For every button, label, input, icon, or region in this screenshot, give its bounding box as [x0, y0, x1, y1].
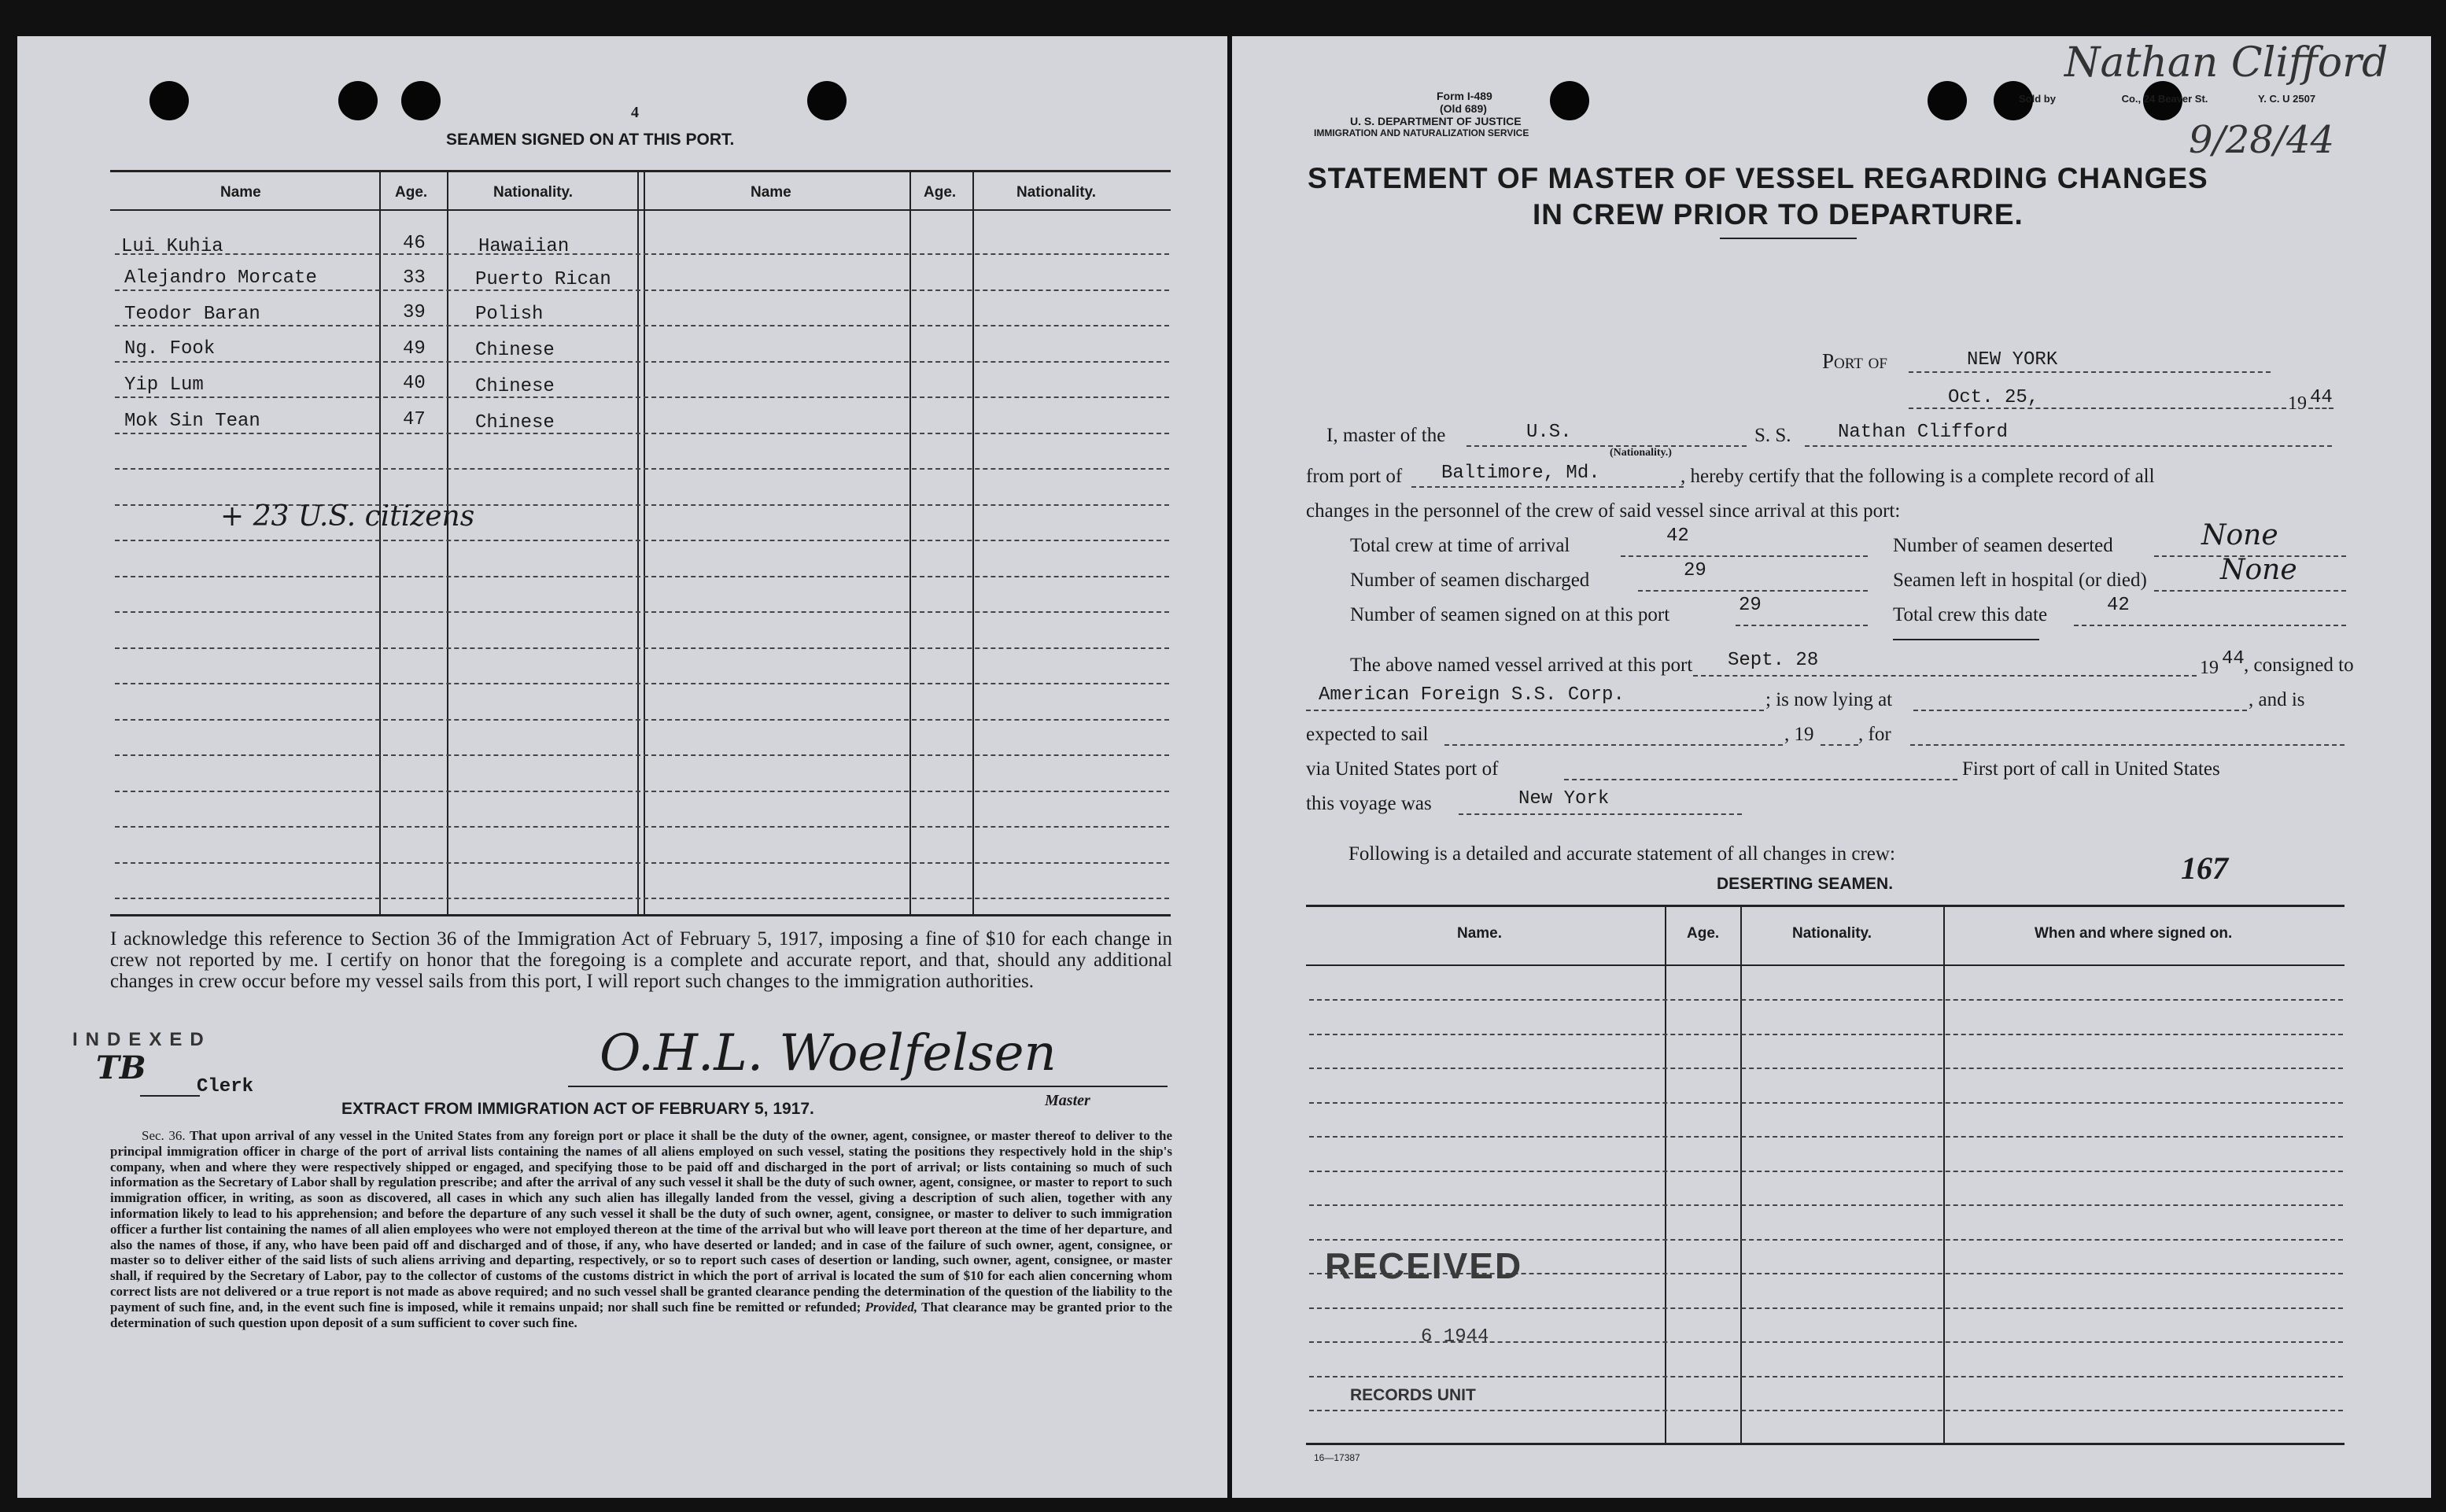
form-title-line1: STATEMENT OF MASTER OF VESSEL REGARDING CHANGES — [1308, 162, 2208, 194]
row-rule — [1309, 1239, 2343, 1241]
left-page — [17, 36, 1227, 1498]
row-rule — [1309, 1376, 2343, 1377]
ss-label: S. S. — [1754, 425, 1791, 446]
seaman-nationality: Puerto Rican — [475, 269, 611, 290]
row-rule — [115, 826, 1169, 828]
from-port-label: from port of — [1306, 466, 1403, 487]
row-rule — [1309, 1410, 2343, 1411]
total-crew-arrival-value: 42 — [1666, 526, 1689, 547]
punch-hole — [1550, 81, 1589, 120]
discharged-value: 29 — [1684, 560, 1706, 581]
total-crew-date-value: 42 — [2107, 595, 2130, 616]
year-value: 44 — [2310, 387, 2333, 408]
row-rule — [1309, 1068, 2343, 1069]
row-rule — [1309, 1204, 2343, 1206]
row-rule — [115, 683, 1169, 684]
column-header-nationality: Nationality. — [493, 184, 573, 201]
punch-hole — [807, 81, 847, 120]
discharged-label: Number of seamen discharged — [1350, 570, 1590, 591]
row-rule — [115, 862, 1169, 864]
row-rule — [115, 898, 1169, 899]
seaman-name: Alejandro Morcate — [124, 267, 317, 289]
form-old-number: (Old 689) — [1440, 102, 1487, 115]
row-rule — [1309, 1307, 2343, 1309]
extract-body: Sec. 36. That upon arrival of any vessel in the United States from any foreign port or place it shall be the duty of the owner, agent, consignee, or master thereof to deliver to the principal immigration officer in charge of the port of arrival lists containing the names of all aliens employed on such vessel, stating the positions they respectively hold in the ship's company, when and where they were respectively shipped or engaged, and specifying those to be paid off and discharged in the port of arrival; or lists containing so much of such information as the Secretary of Labor shall by regulation prescribe; and after the arrival of any such vessel it shall be the duty of such owner, agent, consignee, or master to report to such immigration officer, in writing, as soon as discovered, all cases in which any such alien has illegally landed from the vessel, giving a description of such alien, together with any information likely to lead to his apprehension; and before the departure of any such vessel it shall be the duty of such owner, agent, consignee, or master to deliver to such immigration officer a further list containing the names of all alien employees who were not employed thereon at the time of the arrival but who will leave port thereon at the time of her departure, and also the names of those, if any, who have been paid off and discharged and of those, if any, who have deserted or landed; and in case of the failure of such owner, agent, consignee, or master so to deliver either of the said lists of such aliens arriving and departing, respectively, or so to report such cases of desertion or landing, such owner, agent, consignee, or master shall, if required by the Secretary of Labor, pay to the collector of customs of the customs district in which the port of arrival is located the sum of $10 for each alien concerning whom correct lists are not delivered or a true report is not made as above required; and no such vessel shall be granted clearance pending the determination of the question of the liability to the payment of such fine, and, in the event such fine is imposed, while it remains unpaid; nor shall such fine be remitted or refunded; Provided, That clearance may be granted prior to the determination of such question upon deposit of a sum sufficient to cover such fine. — [110, 1128, 1172, 1330]
row-rule — [115, 576, 1169, 577]
seaman-name: Yip Lum — [124, 374, 204, 396]
seaman-nationality: Chinese — [475, 340, 555, 361]
arrived-value: Sept. 28 — [1728, 650, 1819, 671]
row-rule — [115, 611, 1169, 613]
row-rule — [1309, 1102, 2343, 1104]
deserting-title: DESERTING SEAMEN. — [1717, 875, 1894, 893]
row-rule — [115, 719, 1169, 721]
seaman-nationality: Polish — [475, 304, 544, 325]
seaman-name: Teodor Baran — [124, 304, 260, 325]
seaman-nationality: Chinese — [475, 412, 555, 433]
lying-label: ; is now lying at — [1765, 689, 1893, 710]
year-prefix: 19 — [2288, 393, 2307, 414]
changes-text: changes in the personnel of the crew of said vessel since arrival at this port: — [1306, 500, 1901, 522]
handwritten-date: 9/28/44 — [2189, 118, 2335, 162]
punch-hole — [401, 81, 441, 120]
arrived-year-value: 44 — [2222, 648, 2245, 669]
records-unit-stamp: RECORDS UNIT — [1350, 1386, 1476, 1404]
column-header-age-2: Age. — [924, 184, 957, 201]
certify-text: , hereby certify that the following is a complete record of all — [1680, 466, 2155, 487]
row-rule — [1309, 999, 2343, 1001]
arrived-year-prefix: 19 — [2200, 658, 2219, 678]
sold-by: Sold by Co., 24 Beaver St. Y. C. U 2507 — [2019, 93, 2316, 105]
and-is-label: , and is — [2249, 689, 2305, 710]
arrived-label: The above named vessel arrived at this port — [1350, 655, 1693, 676]
column-header-name-2: Name — [751, 184, 791, 201]
section-title: SEAMEN SIGNED ON AT THIS PORT. — [446, 131, 735, 149]
row-rule — [115, 754, 1169, 756]
voyage-value: New York — [1518, 788, 1610, 809]
seaman-age: 47 — [403, 409, 426, 430]
total-crew-date-label: Total crew this date — [1893, 604, 2048, 625]
port-value: NEW YORK — [1967, 349, 2058, 371]
extract-title: EXTRACT FROM IMMIGRATION ACT OF FEBRUARY 5, 1917. — [341, 1100, 814, 1118]
deserting-column-name: Name. — [1457, 925, 1503, 942]
row-rule — [115, 253, 1169, 255]
from-port-value: Baltimore, Md. — [1441, 463, 1600, 484]
deserting-column-signed-on: When and where signed on. — [2035, 925, 2233, 942]
row-rule — [115, 325, 1169, 326]
received-date: 6 1944 — [1421, 1326, 1489, 1348]
footer-code: 16—17387 — [1314, 1452, 1360, 1463]
acknowledgement-text: I acknowledge this reference to Section 36 of the Immigration Act of February 5, 1917, imposing a fine of $10 for each change in crew not reported by me. I certify on honor that the foregoing is a complete and accurate report, and that, should any additional changes in crew occur before my vessel sails from this port, I will report such changes to the immigration authorities. — [110, 928, 1172, 992]
punch-hole — [149, 81, 189, 120]
row-rule — [1309, 1136, 2343, 1138]
voyage-label: this voyage was — [1306, 793, 1432, 814]
seaman-nationality: Chinese — [475, 376, 555, 397]
row-rule — [115, 289, 1169, 291]
seaman-name: Lui Kuhia — [121, 236, 223, 257]
punch-hole — [1928, 81, 1967, 120]
column-header-age: Age. — [395, 184, 428, 201]
nationality-caption: (Nationality.) — [1610, 447, 1672, 459]
expected-year-label: , 19 — [1784, 724, 1814, 745]
signed-on-label: Number of seamen signed on at this port — [1350, 604, 1670, 625]
seaman-age: 49 — [403, 338, 426, 360]
received-stamp: RECEIVED — [1325, 1245, 1523, 1286]
date-value: Oct. 25, — [1948, 387, 2039, 408]
deserting-column-age: Age. — [1687, 925, 1720, 942]
port-label: Port of — [1822, 349, 1887, 373]
following-text: Following is a detailed and accurate statement of all changes in crew: — [1348, 843, 1895, 865]
right-page — [1232, 36, 2431, 1498]
via-label: via United States port of — [1306, 758, 1499, 780]
row-rule — [115, 540, 1169, 541]
seaman-age: 40 — [403, 373, 426, 394]
total-crew-arrival-label: Total crew at time of arrival — [1350, 535, 1570, 556]
seaman-nationality: Hawaiian — [478, 236, 570, 257]
row-rule — [115, 433, 1169, 434]
indexed-stamp: INDEXED — [72, 1029, 212, 1050]
nationality-value: U.S. — [1526, 422, 1572, 443]
master-of-label: I, master of the — [1326, 425, 1446, 446]
expected-for-label: , for — [1858, 724, 1891, 745]
seaman-age: 33 — [403, 267, 426, 289]
column-header-nationality-2: Nationality. — [1016, 184, 1096, 201]
row-rule — [1309, 1034, 2343, 1035]
expected-label: expected to sail — [1306, 724, 1429, 745]
column-header-name: Name — [220, 184, 261, 201]
vessel-name: Nathan Clifford — [1838, 422, 2009, 443]
first-port-label: First port of call in United States — [1962, 758, 2220, 780]
form-number: Form I-489 — [1437, 90, 1492, 102]
clerk-initials: TB — [96, 1049, 146, 1086]
seaman-name: Mok Sin Tean — [124, 411, 260, 432]
row-rule — [115, 396, 1169, 398]
deserting-column-nationality: Nationality. — [1792, 925, 1872, 942]
row-rule — [1309, 1171, 2343, 1172]
row-rule — [115, 468, 1169, 470]
form-title-line2: IN CREW PRIOR TO DEPARTURE. — [1533, 198, 2024, 230]
master-label: Master — [1045, 1092, 1090, 1109]
consignee-value: American Foreign S.S. Corp. — [1319, 684, 1625, 706]
hospital-label: Seamen left in hospital (or died) — [1893, 570, 2147, 591]
deserted-value: None — [2201, 519, 2278, 551]
consigned-label: , consigned to — [2244, 655, 2354, 676]
row-rule — [115, 791, 1169, 792]
hospital-value: None — [2220, 554, 2297, 586]
department-name: U. S. DEPARTMENT OF JUSTICE — [1350, 115, 1522, 127]
master-signature: O.H.L. Woelfelsen — [600, 1024, 1057, 1082]
handwritten-note: + 23 U.S. citizens — [220, 500, 475, 533]
punch-hole — [338, 81, 378, 120]
seaman-name: Ng. Fook — [124, 338, 216, 360]
signed-on-value: 29 — [1739, 595, 1762, 616]
handwritten-vessel-name: Nathan Clifford — [2064, 39, 2389, 87]
clerk-label: Clerk — [197, 1076, 254, 1097]
row-rule — [115, 361, 1169, 363]
seaman-age: 46 — [403, 233, 426, 254]
stamp-number: 167 — [2181, 850, 2228, 886]
seaman-age: 39 — [403, 302, 426, 323]
deserted-label: Number of seamen deserted — [1893, 535, 2113, 556]
page-number: 4 — [631, 104, 639, 121]
service-name: IMMIGRATION AND NATURALIZATION SERVICE — [1314, 127, 1529, 138]
row-rule — [115, 647, 1169, 649]
